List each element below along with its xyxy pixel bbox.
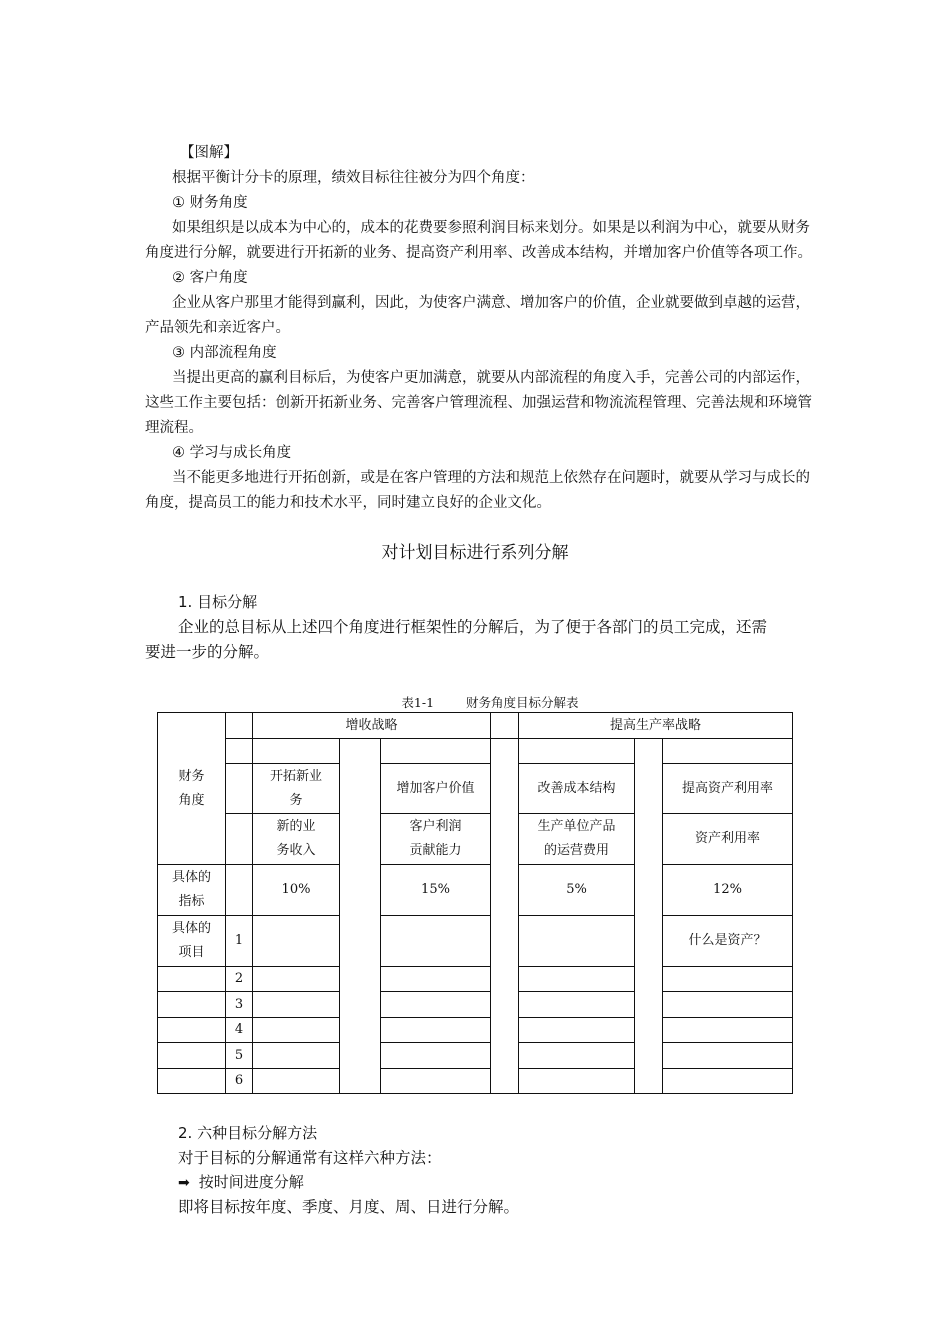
table-caption	[0, 693, 950, 711]
part2-body: 即将目标按年度、季度、月度、周、日进行分解。	[178, 1198, 520, 1216]
section-learning-line: 角度，提高员工的能力和技术水平，同时建立良好的企业文化。	[145, 495, 551, 511]
intro-heading: 【图解】	[180, 145, 238, 161]
item-number: 6	[226, 1069, 253, 1094]
row-head-items: 具体的 项目	[158, 916, 226, 967]
part2-bullet	[178, 1172, 843, 1193]
section-customer-title: ② 客户角度	[172, 270, 248, 286]
row-head-indicator: 具体的 指标	[158, 865, 226, 916]
item-number: 5	[226, 1043, 253, 1069]
section-customer-line: 企业从客户那里才能得到赢利，因此，为使客户满意、增加客户的价值，企业就要做到卓越的运营，	[172, 295, 810, 311]
row-head-finance: 财务 角度	[158, 713, 226, 865]
finance-decomposition-table	[157, 712, 793, 1094]
item-number: 4	[226, 1018, 253, 1043]
table-row	[158, 814, 793, 865]
indicator-value: 5%	[519, 865, 635, 916]
group-revenue-strategy: 增收战略	[253, 713, 491, 739]
strategy-cost-structure: 改善成本结构	[519, 764, 635, 814]
section-process-line: 理流程。	[145, 420, 203, 436]
section-finance-title: ① 财务角度	[172, 195, 248, 211]
table-row	[158, 713, 793, 739]
part1-line: 要进一步的分解。	[145, 643, 270, 661]
table-row	[158, 916, 793, 967]
section-process-line: 当提出更高的赢利目标后，为使客户更加满意，就要从内部流程的角度入手，完善公司的内部运作，	[172, 370, 810, 386]
part2-title: 2. 六种目标分解方法	[178, 1124, 318, 1142]
group-productivity-strategy: 提高生产率战略	[519, 713, 793, 739]
table-caption-number: 表1-1	[401, 695, 435, 710]
strategy-customer-value: 增加客户价值	[381, 764, 491, 814]
section-title: 对计划目标进行系列分解	[381, 543, 569, 563]
table-row	[158, 865, 793, 916]
table-row	[158, 1018, 793, 1043]
section-customer-line: 产品领先和亲近客户。	[145, 320, 290, 336]
item-number: 2	[226, 967, 253, 992]
part1-title: 1. 目标分解	[178, 593, 258, 611]
measure-customer-profit: 客户利润 贡献能力	[381, 814, 491, 865]
indicator-value: 12%	[663, 865, 793, 916]
item-number: 1	[226, 916, 253, 967]
measure-new-business-revenue: 新的业 务收入	[253, 814, 340, 865]
indicator-value: 15%	[381, 865, 491, 916]
strategy-new-business: 开拓新业 务	[253, 764, 340, 814]
table-caption-title: 财务角度目标分解表	[466, 695, 579, 710]
measure-asset-utilization: 资产利用率	[663, 814, 793, 865]
table-row	[158, 1069, 793, 1094]
table-row	[158, 739, 793, 764]
section-finance-line: 如果组织是以成本为中心的，成本的花费要参照利润目标来划分。如果是以利润为中心，就要从财务	[172, 220, 810, 236]
right-arrow-icon: ➡	[178, 1175, 190, 1191]
section-finance-line: 角度进行分解，就要进行开拓新的业务、提高资产利用率、改善成本结构，并增加客户价值等各项工作。	[145, 245, 812, 261]
intro-lead: 根据平衡计分卡的原理，绩效目标往往被分为四个角度：	[172, 170, 535, 186]
table-row	[158, 992, 793, 1018]
part1-line: 企业的总目标从上述四个角度进行框架性的分解后，为了便于各部门的员工完成，还需	[178, 618, 768, 636]
item-asset-question: 什么是资产？	[663, 916, 793, 967]
strategy-asset-utilization: 提高资产利用率	[663, 764, 793, 814]
table-row	[158, 1043, 793, 1069]
section-learning-title: ④ 学习与成长角度	[172, 445, 292, 461]
part2-lead: 对于目标的分解通常有这样六种方法：	[178, 1149, 442, 1167]
indicator-value: 10%	[253, 865, 340, 916]
section-learning-line: 当不能更多地进行开拓创新，或是在客户管理的方法和规范上依然存在问题时，就要从学习与成长的	[172, 470, 810, 486]
item-number: 3	[226, 992, 253, 1018]
section-process-line: 这些工作主要包括：创新开拓新业务、完善客户管理流程、加强运营和物流流程管理、完善法规和环境管	[145, 395, 812, 411]
part2-bullet-text: 按时间进度分解	[198, 1173, 304, 1191]
table-row	[158, 967, 793, 992]
table-row	[158, 764, 793, 814]
section-process-title: ③ 内部流程角度	[172, 345, 277, 361]
measure-unit-operating-cost: 生产单位产品 的运营费用	[519, 814, 635, 865]
